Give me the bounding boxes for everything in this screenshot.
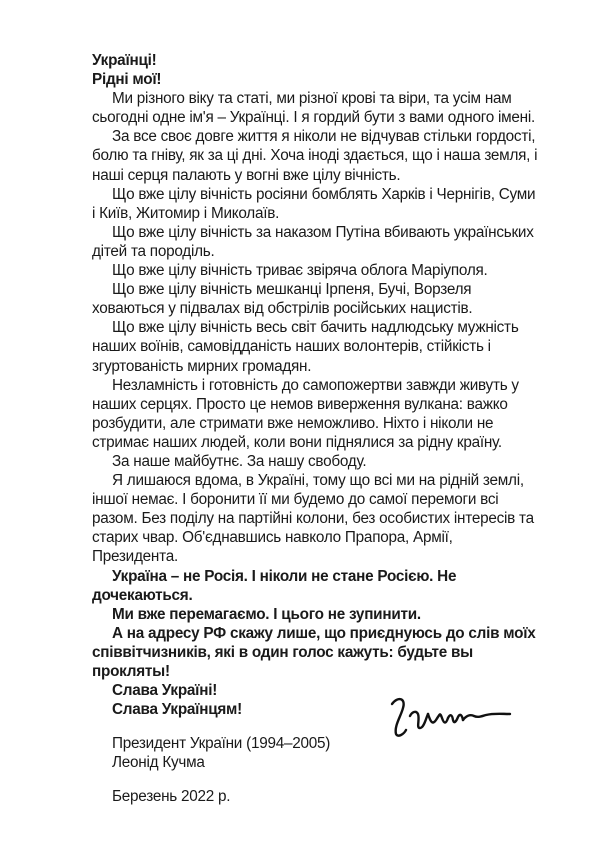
author-name: Леонід Кучма: [112, 754, 205, 772]
paragraph-7: Що вже цілу вічність весь світ бачить надлюдську мужність наших воїнів, самовідданість наших волонтерів, стійкість і згуртованість мирних громадян.: [92, 319, 519, 375]
bold-statement-2: Ми вже перемагаємо. І цього не зупинити.: [112, 605, 421, 623]
paragraph-6: Що вже цілу вічність мешканці Ірпеня, Бучі, Ворзеля ховаються у підвалах від обстрілів російських нацистів.: [92, 281, 473, 318]
paragraph-10: Я лишаюся вдома, в Україні, тому що всі ми на рідній землі, іншої немає. І боронити її ми будемо до самої перемоги всі разом. Без поділу на партійні колони, без особистих інтересів та старих чвар. Об'єднавшись навколо Прапора, Армії, Президента.: [92, 472, 534, 566]
bold-statement-3: А на адресу РФ скажу лише, що приєднуюсь до слів моїх співвітчизників, які в один голос кажуть: будьте вы прокляты!: [92, 624, 536, 680]
handwritten-signature: [386, 690, 516, 740]
slava-ukraini: Слава Україні!: [112, 682, 218, 700]
paragraph-3: Що вже цілу вічність росіяни бомблять Харків і Чернігів, Суми і Київ, Житомир і Миколаїв.: [92, 185, 536, 222]
paragraph-2: За все своє довге життя я ніколи не відчував стільки гордості, болю та гніву, як за ці дні. Хоча іноді здається, що і наша земля, і наші серця палають у вогні вже цілу вічність.: [92, 128, 538, 184]
paragraph-8: Незламність і готовність до самопожертви завжди живуть у наших серцях. Просто це немов виверження вулкана: важко розбудити, але стримати вже неможливо. Ніхто і ніколи не стримає наших людей, коли вони піднялися за рідну країну.: [92, 376, 519, 451]
letter-date: Березень 2022 р.: [112, 788, 231, 806]
slava-ukraintsyam: Слава Українцям!: [112, 701, 242, 719]
paragraph-4: Що вже цілу вічність за наказом Путіна вбивають українських дітей та породіль.: [92, 223, 534, 260]
greeting-1: Українці!: [92, 52, 157, 69]
paragraph-9: За наше майбутнє. За нашу свободу.: [112, 452, 367, 470]
author-title: Президент України (1994–2005): [112, 735, 331, 753]
paragraph-5: Що вже цілу вічність триває звіряча облога Маріуполя.: [112, 262, 488, 280]
paragraph-1: Ми різного віку та статі, ми різної крові та віри, та усім нам сьогодні одне ім'я – Українці. І я гордий бути з вами одного імені.: [92, 90, 536, 127]
greeting-2: Рідні мої!: [92, 71, 162, 89]
bold-statement-1: Україна – не Росія. І ніколи не стане Росією. Не дочекаються.: [92, 567, 457, 604]
signature-block: [92, 734, 540, 772]
